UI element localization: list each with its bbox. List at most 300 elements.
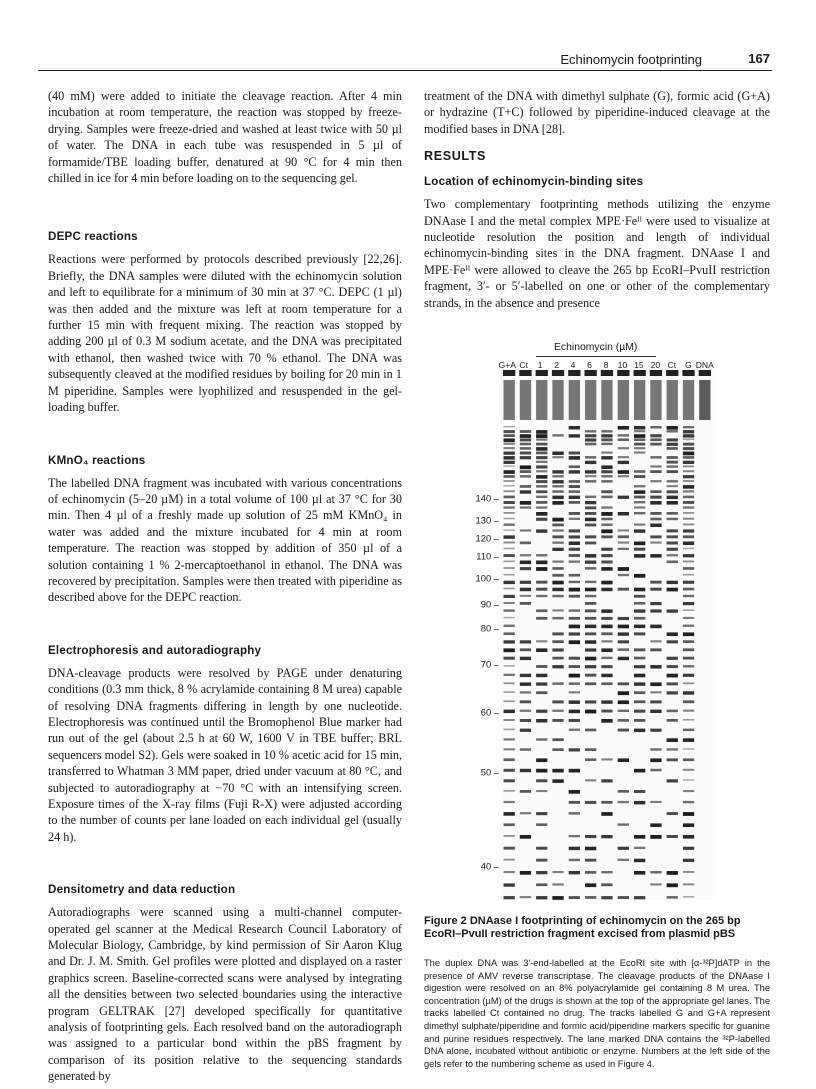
lane-label: 20: [650, 360, 661, 370]
gel-band: [650, 682, 661, 686]
gel-band: [504, 443, 515, 445]
gel-band: [683, 567, 694, 570]
gel-band: [504, 581, 515, 584]
echinomycin-label: Echinomycin (µM): [554, 342, 638, 353]
gel-band: [504, 738, 515, 740]
gel-band: [601, 567, 612, 571]
gel-band: [618, 790, 629, 793]
gel-band: [601, 609, 612, 613]
gel-band: [683, 871, 694, 873]
gel-band: [552, 581, 563, 585]
gel-band: [634, 588, 645, 592]
gel-band: [504, 535, 515, 538]
gel-band: [569, 859, 580, 862]
gel-band: [650, 835, 661, 839]
gel-band: [683, 430, 694, 433]
gel-band: [601, 812, 612, 816]
gel-band: [504, 691, 515, 693]
gel-band: [585, 758, 596, 761]
page-header: [38, 48, 772, 71]
gel-band: [585, 700, 596, 703]
gel-autoradiograph: [501, 370, 713, 900]
gel-band: [536, 506, 547, 508]
gel-band: [504, 542, 515, 544]
gel-band: [520, 506, 531, 508]
gel-band: [585, 588, 596, 592]
gel-band: [650, 588, 661, 591]
gel-band: [520, 501, 531, 505]
gel-band: [569, 812, 580, 815]
gel-band: [683, 682, 694, 684]
gel-band: [683, 896, 694, 898]
gel-band: [569, 480, 580, 483]
gel-band: [585, 535, 596, 538]
gel-band: [585, 729, 596, 732]
gel-band: [536, 710, 547, 713]
gel-band: [634, 501, 645, 503]
gel-band: [536, 447, 547, 451]
gel-band: [552, 719, 563, 722]
gel-band: [569, 542, 580, 546]
lane-label: 8: [603, 360, 609, 370]
gel-band: [536, 674, 547, 678]
gel-band: [650, 456, 661, 459]
gel-band: [601, 719, 612, 723]
gel-band: [634, 470, 645, 473]
gel-band: [585, 847, 596, 851]
gel-band: [683, 665, 694, 667]
gel-band: [667, 426, 678, 430]
gel-band: [520, 561, 531, 565]
gel-band: [650, 443, 661, 446]
gel-band: [650, 691, 661, 693]
gel-band: [667, 461, 678, 464]
gel-band: [504, 657, 515, 660]
gel-band: [683, 719, 694, 721]
gel-band: [585, 609, 596, 612]
gel-band: [634, 602, 645, 605]
gel-band: [536, 883, 547, 886]
gel-band: [683, 758, 694, 761]
figure-gel: [476, 340, 726, 900]
gel-band: [601, 475, 612, 477]
gel-band: [683, 581, 694, 584]
gel-band: [552, 595, 563, 598]
gel-band: [634, 710, 645, 713]
gel-band: [536, 581, 547, 584]
gel-band: [683, 434, 694, 437]
gel-band: [585, 554, 596, 558]
gel-band: [552, 710, 563, 712]
gel-band: [536, 779, 547, 782]
gel-band: [618, 719, 629, 722]
gel-band: [650, 823, 661, 827]
gel-band: [634, 490, 645, 494]
gel-band: [585, 595, 596, 598]
gel-band: [667, 518, 678, 521]
gel-band: [569, 595, 580, 598]
gel-band: [504, 674, 515, 676]
gel-band: [601, 380, 612, 420]
lane-label: 6: [587, 360, 592, 370]
gel-band: [520, 475, 531, 478]
gel-band: [667, 456, 678, 459]
gel-band: [667, 640, 678, 643]
gel-band: [504, 518, 515, 520]
gel-band: [520, 485, 531, 488]
gel-band: [569, 625, 580, 629]
gel-band: [552, 657, 563, 660]
gel-band: [618, 617, 629, 620]
gel-band: [536, 758, 547, 762]
gel-band: [618, 691, 629, 695]
gel-band: [601, 779, 612, 782]
gel-band: [601, 682, 612, 685]
gel-band: [634, 682, 645, 685]
gel-band: [683, 883, 694, 885]
gel-band: [520, 790, 531, 793]
gel-band: [552, 779, 563, 783]
gel-band: [536, 518, 547, 521]
gel-band: [601, 452, 612, 454]
gel-band: [520, 595, 531, 597]
size-marker-label: 50 –: [481, 767, 499, 778]
gel-band: [536, 665, 547, 668]
gel-band: [585, 640, 596, 644]
gel-band: [618, 574, 629, 576]
gel-band: [520, 447, 531, 450]
gel-band: [520, 443, 531, 446]
gel-band: [601, 640, 612, 642]
gel-band: [536, 719, 547, 723]
concentration-bracket: [536, 356, 656, 357]
gel-band: [536, 529, 547, 532]
gel-band: [552, 542, 563, 544]
gel-band: [504, 682, 515, 684]
gel-band: [536, 470, 547, 472]
gel-band: [504, 835, 515, 837]
gel-band: [683, 801, 694, 803]
gel-band: [618, 682, 629, 685]
gel-band: [504, 640, 515, 643]
gel-band: [634, 434, 645, 438]
gel-band: [683, 738, 694, 742]
gel-band: [667, 588, 678, 592]
gel-band: [683, 769, 694, 771]
gel-band: [683, 496, 694, 499]
gel-band: [504, 779, 515, 782]
gel-band: [585, 648, 596, 651]
gel-band: [601, 529, 612, 533]
gel-band: [569, 617, 580, 620]
gel-band: [634, 524, 645, 526]
gel-band: [650, 554, 661, 558]
gel-band: [504, 595, 515, 598]
gel-band: [601, 554, 612, 557]
gel-band: [683, 710, 694, 712]
gel-band: [585, 632, 596, 635]
gel-band: [618, 380, 629, 420]
gel-band: [650, 758, 661, 762]
gel-band: [520, 380, 531, 420]
gel-band: [569, 769, 580, 773]
gel-band: [683, 602, 694, 605]
gel-band: [520, 602, 531, 605]
gel-band: [650, 625, 661, 629]
gel-band: [683, 595, 694, 597]
gel-band: [683, 529, 694, 532]
gel-band: [520, 430, 531, 433]
gel-band: [569, 535, 580, 538]
gel-band: [650, 710, 661, 713]
gel-band: [504, 588, 515, 590]
gel-band: [601, 700, 612, 703]
gel-band: [504, 434, 515, 437]
gel-band: [520, 719, 531, 722]
gel-band: [650, 426, 661, 429]
gel-band: [634, 625, 645, 629]
gel-band: [585, 674, 596, 677]
gel-band: [618, 548, 629, 550]
gel-band: [520, 640, 531, 643]
gel-band: [569, 657, 580, 660]
gel-band: [667, 871, 678, 875]
gel-band: [552, 561, 563, 563]
gel-band: [569, 554, 580, 557]
gel-band: [504, 501, 515, 504]
gel-band: [683, 480, 694, 482]
gel-band: [569, 456, 580, 460]
gel-band: [683, 554, 694, 557]
gel-band: [552, 485, 563, 487]
gel-band: [504, 470, 515, 474]
gel-band: [601, 465, 612, 469]
gel-band: [683, 561, 694, 563]
gel-band: [569, 512, 580, 515]
gel-band: [552, 548, 563, 551]
gel-band: [650, 883, 661, 885]
gel-band: [504, 447, 515, 449]
figure-caption-body: The duplex DNA was 3′-end-labelled at the EcoRI site with [α-³²P]dATP in the presence of AMV reverse transcriptase. The cleavage products of the DNAase I digestion were resolved on an 8% polyacrylamide gel containing 8 M urea. The concentration (µM) of the drugs is shown at the top of the appropriate gel lanes. The tracks labelled Ct contained no drug. The tracks labelled G and G+A represent dimethyl sulphate/piperidine and formic acid/piperidine markers specific for guanine and purine residues respectively. The lane marked DNA contains the ³²P-labelled DNA alone, incubated without antibiotic or enzyme. Numbers at the left side of the gels refer to the numbering scheme as used in Figure 4.: [424, 958, 770, 1069]
gel-band: [634, 438, 645, 441]
gel-band: [650, 871, 661, 874]
gel-band: [667, 657, 678, 660]
gel-band: [601, 871, 612, 873]
gel-band: [520, 812, 531, 814]
gel-band: [683, 674, 694, 677]
gel-band: [569, 426, 580, 430]
gel-band: [536, 617, 547, 620]
gel-band: [504, 648, 515, 652]
gel-band: [683, 609, 694, 611]
gel-band: [601, 581, 612, 585]
gel-band: [683, 512, 694, 514]
gel-band: [683, 501, 694, 504]
gel-band: [504, 426, 515, 427]
gel-band: [585, 779, 596, 781]
paragraph-kmno4: The labelled DNA fragment was incubated with various concentrations of echinomycin (5–20 µM) in a total volume of 100 µl at 37 °C for 30 min. Then 4 µl of a freshly made up solution of 25 mM KMnO₄ in water was added and the mixture incubated for 4 min at room temperature. The reaction was stopped by addition of 350 µl of a solution containing 1 % 2-mercaptoethanol in ethanol. The DNA was recovered by precipitation. Samples were then treated with piperidine as described above for the DEPC reaction.: [48, 475, 402, 605]
gel-band: [667, 535, 678, 538]
gel-band: [650, 518, 661, 521]
gel-band: [520, 490, 531, 493]
gel-band: [520, 748, 531, 751]
gel-band: [683, 574, 694, 576]
gel-band: [552, 738, 563, 741]
gel-band: [504, 529, 515, 530]
paragraph-sequencing-continued: treatment of the DNA with dimethyl sulphate (G), formic acid (G+A) or hydrazine (T+C) followed by piperidine-induced cleavage at the modified bases in DNA [28].: [424, 89, 770, 136]
gel-band: [683, 475, 694, 478]
gel-band: [634, 529, 645, 532]
gel-band: [683, 640, 694, 643]
gel-band: [552, 434, 563, 436]
gel-band: [585, 461, 596, 464]
gel-band: [504, 700, 515, 702]
gel-band: [520, 470, 531, 473]
gel-band: [504, 490, 515, 492]
gel-band: [504, 632, 515, 635]
size-marker-label: 60 –: [481, 707, 499, 718]
gel-band: [634, 700, 645, 703]
gel-band: [650, 640, 661, 642]
gel-band: [536, 490, 547, 493]
gel-band: [618, 567, 629, 571]
gel-band: [634, 691, 645, 694]
gel-band: [601, 506, 612, 508]
gel-band: [536, 434, 547, 438]
gel-band: [585, 470, 596, 473]
gel-band: [634, 719, 645, 722]
gel-band: [585, 801, 596, 804]
gel-band: [683, 691, 694, 694]
gel-band: [552, 665, 563, 668]
size-marker-label: 90 –: [481, 599, 499, 610]
gel-band: [618, 625, 629, 629]
gel-band: [618, 535, 629, 538]
gel-band: [504, 871, 515, 873]
gel-band: [650, 801, 661, 803]
gel-band: [667, 470, 678, 473]
gel-band: [552, 871, 563, 873]
gel-band: [634, 548, 645, 551]
gel-band: [683, 835, 694, 839]
gel-band: [585, 871, 596, 874]
gel-band: [552, 456, 563, 458]
heading-location: Location of echinomycin-binding sites: [424, 175, 644, 189]
lane-label: 4: [570, 360, 576, 370]
gel-band: [683, 823, 694, 827]
gel-band: [618, 648, 629, 651]
gel-band: [650, 438, 661, 441]
gel-band: [650, 648, 661, 651]
gel-band: [601, 665, 612, 668]
paragraph-cleavage-continued: (40 mM) were added to initiate the cleavage reaction. After 4 min incubation at room temperature, the reaction was stopped by freeze-drying. Samples were freeze-dried and washed at least twice with 50 µl of water. The DNA in each tube was resuspended in 5 µl of formamide/TBE loading buffer, denatured at 90 °C for 4 min then chilled in ice for 4 min before loading on to the sequencing gel.: [48, 89, 402, 186]
gel-well: [568, 370, 580, 376]
lane-label: Ct: [667, 360, 677, 370]
gel-band: [585, 682, 596, 685]
gel-band: [569, 496, 580, 499]
gel-band: [520, 896, 531, 898]
heading-depc: DEPC reactions: [48, 230, 138, 244]
gel-band: [504, 506, 515, 508]
gel-well: [634, 370, 646, 376]
gel-band: [634, 512, 645, 514]
gel-band: [504, 823, 515, 826]
gel-band: [634, 790, 645, 793]
size-marker-axis: [476, 370, 502, 900]
gel-band: [536, 480, 547, 483]
size-marker-label: 120 –: [476, 533, 499, 544]
lane-label: 2: [554, 360, 559, 370]
gel-band: [585, 835, 596, 838]
gel-band: [601, 758, 612, 760]
gel-band: [504, 812, 515, 816]
gel-band: [634, 632, 645, 635]
gel-band: [618, 896, 629, 899]
gel-band: [618, 542, 629, 544]
gel-band: [569, 665, 580, 668]
gel-band: [504, 465, 515, 466]
gel-band: [683, 617, 694, 619]
gel-band: [683, 588, 694, 591]
gel-well: [503, 370, 515, 376]
gel-band: [569, 896, 580, 899]
gel-band: [569, 581, 580, 584]
gel-band: [683, 438, 694, 440]
gel-band: [683, 380, 694, 420]
gel-band: [504, 609, 515, 611]
gel-band: [536, 790, 547, 792]
gel-band: [667, 581, 678, 584]
gel-band: [536, 769, 547, 773]
gel-band: [520, 465, 531, 469]
gel-band: [601, 518, 612, 521]
gel-band: [650, 380, 661, 420]
gel-band: [520, 581, 531, 584]
gel-band: [504, 485, 515, 486]
gel-band: [634, 896, 645, 899]
figure-caption-title: Figure 2 DNAase I footprinting of echinomycin on the 265 bp EcoRI–PvuII restriction fragment excised from plasmid pBS: [424, 915, 741, 941]
gel-band: [520, 700, 531, 703]
gel-band: [601, 625, 612, 629]
lane-label: Ct: [519, 360, 528, 370]
gel-band: [504, 748, 515, 750]
gel-band: [634, 475, 645, 478]
heading-kmno4: KMnO₄ reactions: [48, 453, 146, 467]
gel-band: [504, 554, 515, 557]
gel-band: [683, 632, 694, 636]
gel-band: [683, 748, 694, 749]
running-title: Echinomycin footprinting: [560, 52, 702, 67]
gel-band: [585, 710, 596, 714]
gel-band: [552, 470, 563, 473]
gel-band: [601, 883, 612, 886]
gel-band: [520, 452, 531, 455]
gel-band: [504, 456, 515, 460]
gel-band: [504, 512, 515, 514]
gel-band: [618, 512, 629, 516]
gel-band: [504, 710, 515, 714]
gel-band: [569, 574, 580, 577]
size-marker-label: 130 –: [476, 515, 499, 526]
gel-band: [585, 480, 596, 483]
gel-band: [504, 883, 515, 886]
gel-band: [618, 710, 629, 712]
gel-band: [634, 485, 645, 487]
gel-band: [667, 758, 678, 761]
gel-band: [667, 748, 678, 750]
gel-band: [504, 602, 515, 604]
gel-band: [585, 434, 596, 437]
